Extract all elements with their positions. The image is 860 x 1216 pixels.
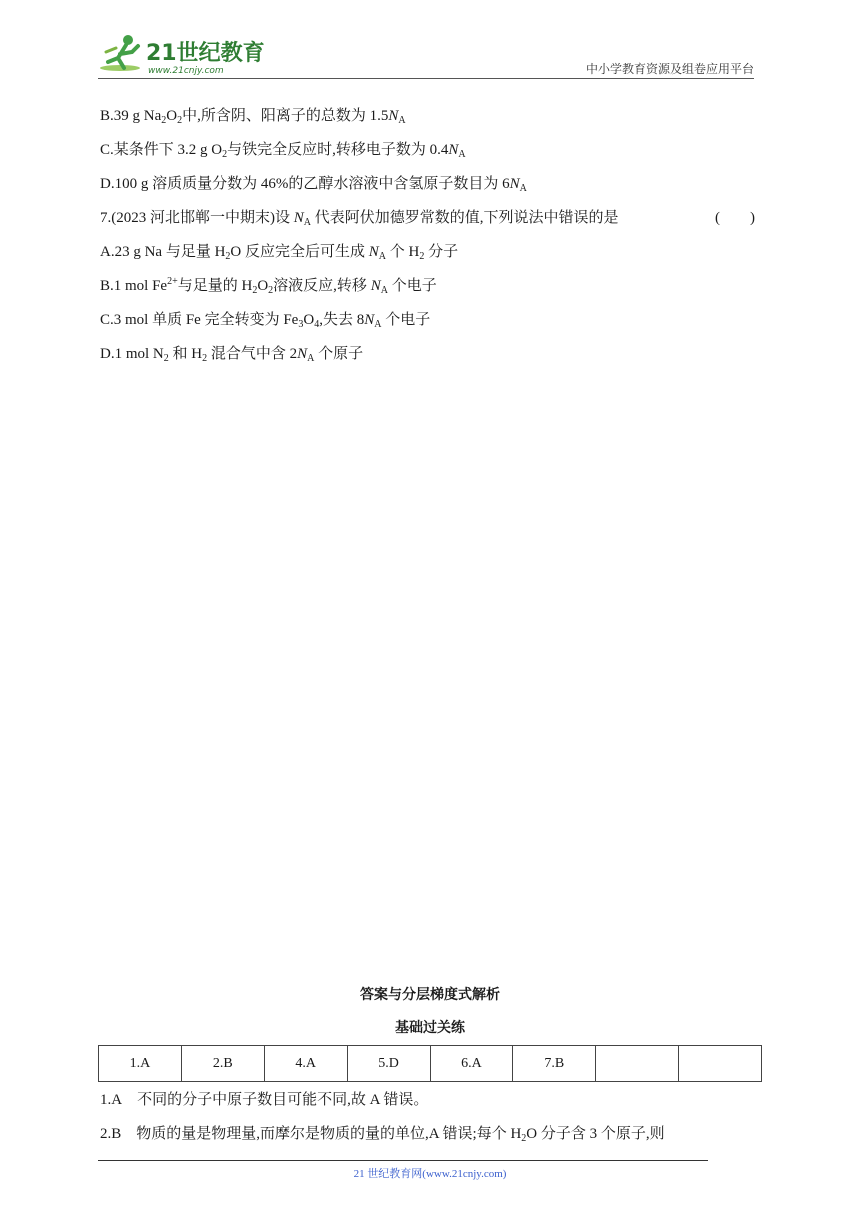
q7-stem: 7.(2023 河北邯郸一中期末)设 $N_A$ 代表阿伏加德罗常数的值,下列说法中错误的是 — [100, 210, 619, 228]
subsection-title: 基础过关练 — [395, 1020, 465, 1036]
q6-option-d: D.100 g 溶质质量分数为 46%的乙醇水溶液中含氢原子数目为 $6N_A$ — [100, 176, 527, 194]
section-title: 答案与分层梯度式解析 — [360, 987, 500, 1003]
q7-option-c: C.3 mol 单质 Fe 完全转变为 $Fe_3O_4$,失去 $8N_A$ 个电子 — [100, 312, 431, 330]
q7-option-b: B.1 mol $Fe^{2+}$与足量的 $H_2O_2$溶液反应,转移 $N_A$ 个电子 — [100, 276, 437, 296]
answer-cell: 4.A — [264, 1046, 347, 1082]
answer-cell: 6.A — [430, 1046, 513, 1082]
logo-url: www.21cnjy.com — [148, 66, 224, 76]
q7-answer-blank: ( ) — [715, 210, 755, 226]
q6-option-b: B.39 g $Na_2O_2$中,所含阴、阳离子的总数为 $1.5N_A$ — [100, 108, 406, 126]
logo-text: 21世纪教育 — [146, 41, 265, 66]
header-divider — [98, 78, 754, 79]
q7-option-d: D.1 mol $N_2$ 和 $H_2$ 混合气中含 $2N_A$ 个原子 — [100, 346, 364, 364]
logo — [98, 32, 268, 76]
explanation-1: 1.A 不同的分子中原子数目可能不同,故 A 错误。 — [100, 1092, 429, 1108]
table-row — [99, 1046, 762, 1082]
answer-table — [98, 1045, 762, 1082]
footer-link[interactable]: 21 世纪教育网(www.21cnjy.com) — [353, 1168, 507, 1180]
platform-name: 中小学教育资源及组卷应用平台 — [585, 62, 754, 76]
page-header — [98, 30, 754, 78]
answer-cell: 5.D — [347, 1046, 430, 1082]
explanation-2: 2.B 物质的量是物理量,而摩尔是物质的量的单位,A 错误;每个 $H_2O$ 分子含 3 个原子,则 — [100, 1126, 665, 1144]
answer-cell: 7.B — [513, 1046, 596, 1082]
answer-cell: 1.A — [99, 1046, 182, 1082]
logo-graphic — [98, 32, 268, 76]
answer-cell — [596, 1046, 679, 1082]
q7-option-a: A.23 g Na 与足量 $H_2O$ 反应完全后可生成 $N_A$ 个 $H_2$ 分子 — [100, 244, 459, 262]
q6-option-c: C.某条件下 3.2 g $O_2$与铁完全反应时,转移电子数为 $0.4N_A$ — [100, 142, 466, 160]
answer-cell: 2.B — [181, 1046, 264, 1082]
answer-cell — [679, 1046, 762, 1082]
footer-divider — [98, 1160, 708, 1161]
